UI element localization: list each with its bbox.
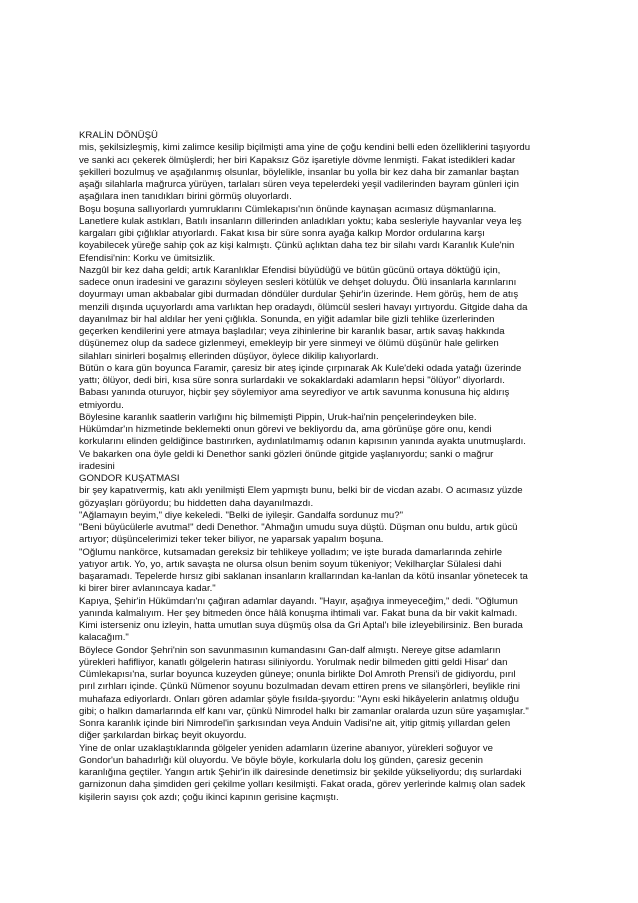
text-line: gözyaşları görüyordu; bu hiddetten daha dayanılmazdı.	[79, 497, 314, 509]
text-line: muhafaza ediyorlardı. Onları gören adamlar şöyle fısılda-şıyordu: "Aynı eski hikâyelerin anlatmış olduğu	[79, 693, 519, 705]
text-line: Yine de onlar uzaklaştıklarında gölgeler yeniden adamların üzerine abanıyor, yürekleri soğuyor ve	[79, 742, 494, 754]
text-line: Efendisi'nin: Korku ve ümitsizlik.	[79, 252, 216, 264]
text-line: kargaları gibi çığlıklar atıyorlardı. Fakat kısa bir süre sonra ayağa kalkıp Mordor ordularına karşı	[79, 228, 485, 239]
text-line: yattı; ölüyor, dedi biri, kısa süre sonra surlardakiı ve sokaklardaki adamların hepsi "ölüyor" diyorlardı.	[79, 375, 505, 386]
text-line: geçerken kendilerini yere atmaya başladılar; veya zihinlerine bir karanlık basar, artık savaş hakkında	[79, 326, 505, 337]
text-line: ve sanki acı çekerek ölmüşlerdi; her biri Kapaksız Göz işaretiyle dövme lenmişti. Fakat istedikleri kadar	[79, 154, 516, 166]
text-line: Sonra karanlık içinde biri Nimrodel'in şarkısından veya Anduin Vadisi'ne ait, yitip gitmiş yıllardan gelen	[79, 718, 511, 729]
text-line: Babası yanında oturuyor, hiçbir şey söylemiyor ama seyrediyor ve artık savunma konusuna hiç aldırış	[79, 387, 510, 399]
text-line: Boşu boşuna sallıyorlardı yumruklarını Cümlekapısı'nın önünde kaynaşan acımasız düşmanlarına.	[79, 203, 497, 215]
text-line: Cümlekapısı'na, surlar boyunca kuzeyden güneye; onunla birlikte Dol Amroth Prensi'i de gidiyordu, pırıl	[79, 669, 516, 680]
text-line: başaramadı. Tepelerde hırsız gibi saklanan insanların krallarından ka-lanlan da kötü insanlar yönetecek ta	[79, 571, 528, 582]
text-line: etmiyordu.	[79, 399, 124, 411]
text-line: kişilerin sayısı çok azdı; çoğu ikinci kapının gerisine kaçmıştı.	[79, 791, 339, 803]
text-line: menzili dışında uçuyorlardı ama varlıktan hep oradaydı, ölümcül sesleri havayı yırtıyordu. Gitgide daha da	[79, 301, 528, 313]
text-line: ki birer birer avlanıncaya kadar."	[79, 583, 216, 595]
text-line: diğer şarkılardan birkaç beyit okuyordu.	[79, 730, 247, 742]
text-line: aşağılara inen tanıdıkları birini görmüş oluyorlardı.	[79, 191, 292, 203]
text-line: Hükümdar'ın hizmetinde beklemekti onun görevi ve bekliyordu da, ama görünüşe göre onu, kendi	[79, 424, 492, 435]
text-line: yatıyor artık. Yo, yo, artık savaşta ne olursa olsun benim soyum tükeniyor; Vekilharçlar Sülalesi dahi	[79, 558, 502, 570]
text-line: Böylesine karanlık saatlerin varlığını hiç bilmemişti Pippin, Uruk-hai'nin pençelerindeyken bile.	[79, 411, 477, 423]
text-line: silahları sinirleri boşalmış ellerinden düşüyor, öylece dikilip kalıyorlardı.	[79, 350, 379, 362]
text-line: Nazgûl bir kez daha geldi; artık Karanlıklar Efendisi büyüdüğü ve bütün gücünü ortaya döktüğü için,	[79, 264, 501, 276]
text-line: Lanetlere kulak astıkları, Batılı insanların dillerinden anladıkları yoktu; kaba sesleriyle hayvanlar veya leş	[79, 215, 522, 227]
text-line: artıyor; düşüncelerimizi teker teker biliyor, ne yaparsak yapalım boşuna.	[79, 534, 384, 546]
text-line: "Ağlamayın beyim," diye kekeledi. "Belki de iyileşir. Gandalfa sordunuz mu?"	[79, 509, 403, 521]
text-line: yanında kalmalıyım. Her şey bitmeden önce hâlâ konuşma ihtimali var. Fakat buna da bir vakit kalmadı.	[79, 607, 518, 619]
text-line: korkularını elinden geldiğince bastırırken, aydınlatılmamış odanın kapısının yanında ayakta unutmuşlardı.	[79, 436, 526, 448]
text-line: pırıl zırhları içinde. Çünkü Nümenor soyunu bozulmadan devam ettiren prens ve silanşörleri, beylikle rini	[79, 681, 520, 693]
text-line: Ve bakarken ona öyle geldi ki Denethor sanki gözleri önünde gitgide yaşlanıyordu; sanki o mağrur	[79, 448, 494, 460]
text-line: Kimi isterseniz onu izleyin, hatta umutlan suya düşmüş olsa da Gri Aptal'ı bile izleyebilirsiniz. Ben burada	[79, 620, 523, 631]
text-line: Bütün o kara gün boyunca Faramir, çaresiz bir ateş içinde çırpınarak Ak Kule'deki odada yatağı üzerinde	[79, 362, 522, 374]
text-line: şekilleri bozulmuş ve aşağılanmış olsunlar, böylelikle, insanlar bu yolla bir kez daha bir zamanlar baştan	[79, 166, 519, 178]
text-line: sadece onun iradesini ve garazını söyleyen sesleri kötülük ve dehşet doluydu. Ölü insanlarla karınlarını	[79, 277, 517, 288]
text-line: kalacağım."	[79, 632, 129, 644]
text-line: koyabilecek yüreğe sahip çok az kişi kalmıştı. Çünkü açlıktan daha tez bir silahı vardı Karanlık Kule'nin	[79, 240, 515, 252]
text-line: iradesini	[79, 460, 115, 472]
section-2-body	[79, 485, 599, 804]
text-line: aşağı silahlarla mağrurca yürüyen, tarlaları süren veya tepelerdeki yeşil vadilerinden bayram günleri için	[79, 179, 519, 190]
section-1-body	[79, 142, 599, 473]
text-line: karanlığına geçtiler. Yangın artık Şehir'in ilk dairesinde denetimsiz bir şekilde yükseliyordu; dış surlardaki	[79, 767, 522, 778]
text-line: düşünemez olup da sadece gizlenmeyi, emekleyip bir yere sinmeyi ve ölümü düşünür hale gelirken	[79, 338, 499, 350]
text-line: Gondor'un bahadırlığı kül oluyordu. Ve böyle böyle, korkularla dolu loş günden, çaresiz gecenin	[79, 754, 483, 766]
text-line: Böylece Gondor Şehri'nin son savunmasının kumandasını Gan-dalf almıştı. Nereye gitse adamların	[79, 644, 501, 656]
text-line: garnizonun daha şimdiden geri çekilme yolları kesilmişti. Fakat orada, görev yerlerinde kalmış olan sadek	[79, 779, 526, 791]
text-line: gibi; o halkın damarlarında elf kanı var, çünkü Nimrodel halkı bir zamanlar oralarda uzun süre yaşamışlar."	[79, 705, 529, 717]
document-page	[79, 130, 599, 804]
text-line: Kapıya, Şehir'in Hükümdarı'nı çağıran adamlar dayandı. "Hayır, aşağıya inmeyeceğim," dedi. "Oğlumun	[79, 595, 518, 607]
text-line: doyurmayı uman akbabalar gibi durmadan döndüler durdular Şehir'in üzerinde. Hem görüş, hem de atış	[79, 289, 519, 301]
text-line: dayanılmaz bir hal aldılar her yeni çığlıkla. Sonunda, en yiğit adamlar bile gizli tehlike üzerlerinden	[79, 313, 495, 325]
text-line: "Beni büyücülerle avutma!" dedi Denethor. "Ahmağın umudu suya düştü. Düşman onu buldu, artık gücü	[79, 522, 518, 533]
text-line: yürekleri hafifliyor, kanatlı gölgelerin hatırası siliniyordu. Yorulmak nedir bilmeden gitti geldi Hisar' dan	[79, 656, 508, 668]
text-line: mis, şekilsizleşmiş, kimi zalimce kesilip biçilmişti ama yine de çoğu kendini belli eden özelliklerini taşıyordu	[79, 142, 531, 154]
chapter-heading-gondor-kusatmasi: GONDOR KUŞATMASI	[79, 473, 180, 484]
text-line: bir şey kapatıvermiş, katı aklı yenilmişti Elem yapmıştı bunu, belki bir de vicdan azabı. O acımasız yüzde	[79, 485, 523, 497]
chapter-heading-kralin-donusu: KRALİN DÖNÜŞÜ	[79, 130, 158, 141]
text-line: "Oğlumu nankörce, kutsamadan gereksiz bir tehlikeye yolladım; ve işte burada damarlarında zehirle	[79, 546, 503, 558]
